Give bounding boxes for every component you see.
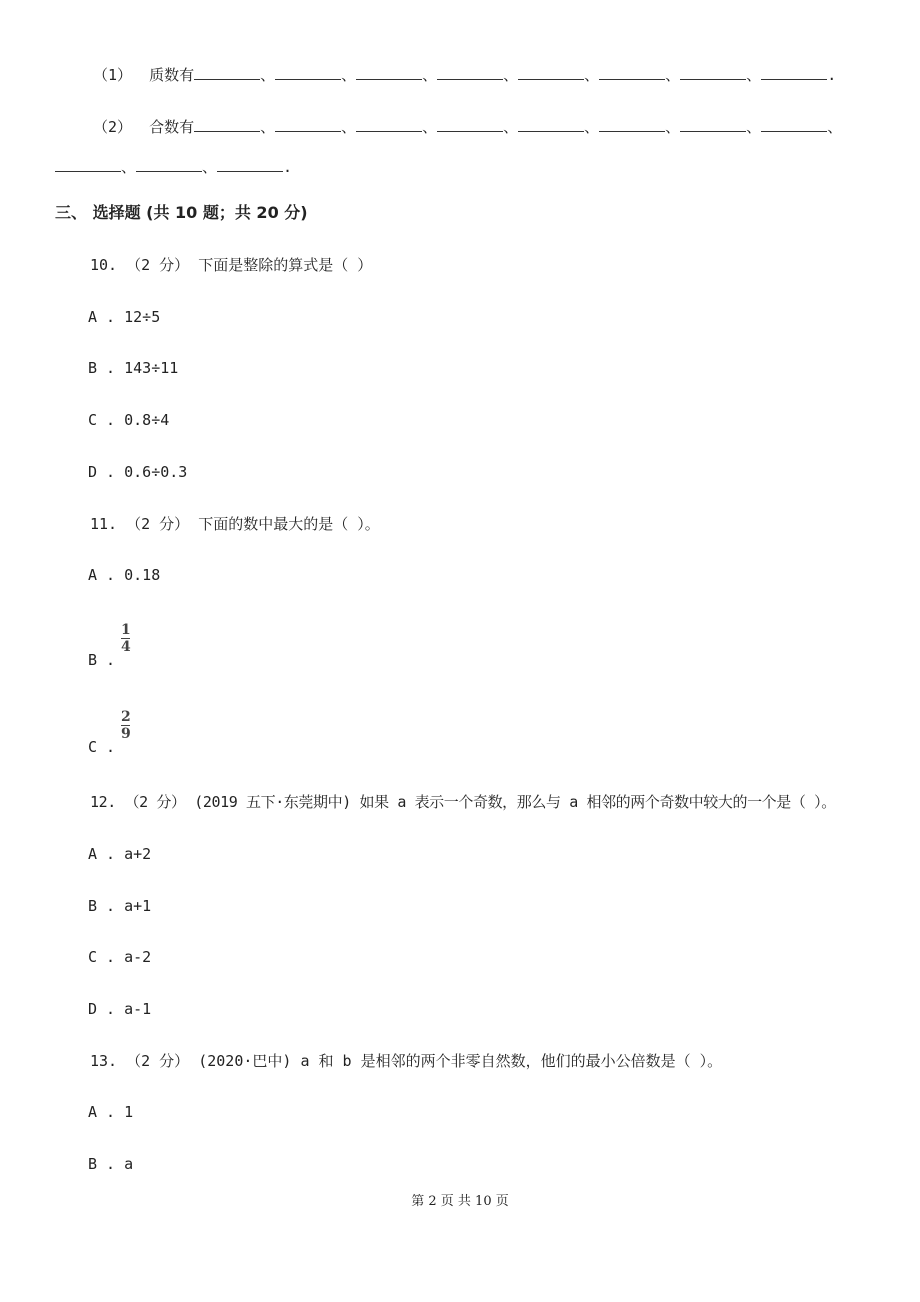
- q10-option-b[interactable]: B . 143÷11: [88, 359, 179, 377]
- q12-option-b[interactable]: B . a+1: [88, 897, 152, 915]
- answer-blank[interactable]: [194, 117, 260, 132]
- fraction-denominator: 4: [121, 639, 131, 655]
- question-11-stem: 11. （2 分） 下面的数中最大的是（ ）。: [90, 515, 380, 533]
- answer-blank[interactable]: [356, 117, 422, 132]
- separator: 、: [665, 66, 681, 84]
- composite-label: 合数有: [149, 118, 195, 136]
- q10-option-d[interactable]: D . 0.6÷0.3: [88, 463, 188, 481]
- answer-blank[interactable]: [275, 65, 341, 80]
- answer-blank[interactable]: [599, 65, 665, 80]
- separator: 、: [341, 66, 357, 84]
- question-12-stem: 12. （2 分） (2019 五下·东莞期中) 如果 a 表示一个奇数，那么与 a 相邻的两个奇数中较大的一个是（ ）。: [90, 793, 836, 811]
- answer-blank[interactable]: [356, 65, 422, 80]
- separator: 、: [202, 158, 218, 176]
- section-heading: 三、 选择题 (共 10 题；共 20 分): [55, 203, 308, 222]
- q12-option-d[interactable]: D . a-1: [88, 1000, 152, 1018]
- q12-option-c[interactable]: C . a-2: [88, 948, 152, 966]
- end-mark: .: [283, 158, 293, 176]
- question-13-stem: 13. （2 分） (2020·巴中) a 和 b 是相邻的两个非零自然数，他们的最小公倍数是（ ）。: [90, 1052, 723, 1070]
- separator: 、: [503, 66, 519, 84]
- separator: 、: [584, 66, 600, 84]
- answer-blank[interactable]: [194, 65, 260, 80]
- separator: 、: [260, 118, 276, 136]
- q11-option-a[interactable]: A . 0.18: [88, 566, 161, 584]
- answer-blank[interactable]: [518, 117, 584, 132]
- composite-blank-line: [93, 117, 842, 137]
- answer-blank[interactable]: [275, 117, 341, 132]
- answer-blank[interactable]: [680, 117, 746, 132]
- q11-option-c[interactable]: C .: [88, 738, 116, 756]
- fraction-one-quarter: [121, 623, 131, 654]
- separator: 、: [584, 118, 600, 136]
- answer-blank[interactable]: [761, 117, 827, 132]
- q10-option-a[interactable]: A . 12÷5: [88, 308, 161, 326]
- separator: 、: [665, 118, 681, 136]
- composite-number: （2）: [93, 118, 133, 136]
- answer-blank[interactable]: [680, 65, 746, 80]
- q12-option-a[interactable]: A . a+2: [88, 845, 152, 863]
- answer-blank[interactable]: [599, 117, 665, 132]
- answer-blank[interactable]: [437, 65, 503, 80]
- answer-blank[interactable]: [437, 117, 503, 132]
- composite-blank-line-2: [55, 157, 292, 177]
- separator: 、: [260, 66, 276, 84]
- page-footer: 第 2 页 共 10 页: [411, 1194, 509, 1209]
- separator: 、: [746, 66, 762, 84]
- fraction-denominator: 9: [121, 726, 131, 742]
- q11-option-b[interactable]: B .: [88, 651, 116, 669]
- q13-option-b[interactable]: B . a: [88, 1155, 134, 1173]
- fraction-numerator: 1: [121, 622, 131, 638]
- fraction-two-ninths: [121, 710, 131, 741]
- prime-label: 质数有: [149, 66, 195, 84]
- end-mark: .: [827, 66, 837, 84]
- question-10-stem: 10. （2 分） 下面是整除的算式是（ ）: [90, 256, 373, 274]
- fraction-numerator: 2: [121, 709, 131, 725]
- answer-blank[interactable]: [136, 157, 202, 172]
- answer-blank[interactable]: [217, 157, 283, 172]
- prime-blank-line: [93, 65, 836, 85]
- separator: 、: [422, 66, 438, 84]
- separator: 、: [746, 118, 762, 136]
- answer-blank[interactable]: [55, 157, 121, 172]
- answer-blank[interactable]: [761, 65, 827, 80]
- separator: 、: [422, 118, 438, 136]
- prime-number: （1）: [93, 66, 133, 84]
- separator: 、: [827, 118, 843, 136]
- q10-option-c[interactable]: C . 0.8÷4: [88, 411, 170, 429]
- separator: 、: [341, 118, 357, 136]
- answer-blank[interactable]: [518, 65, 584, 80]
- separator: 、: [121, 158, 137, 176]
- q13-option-a[interactable]: A . 1: [88, 1103, 134, 1121]
- separator: 、: [503, 118, 519, 136]
